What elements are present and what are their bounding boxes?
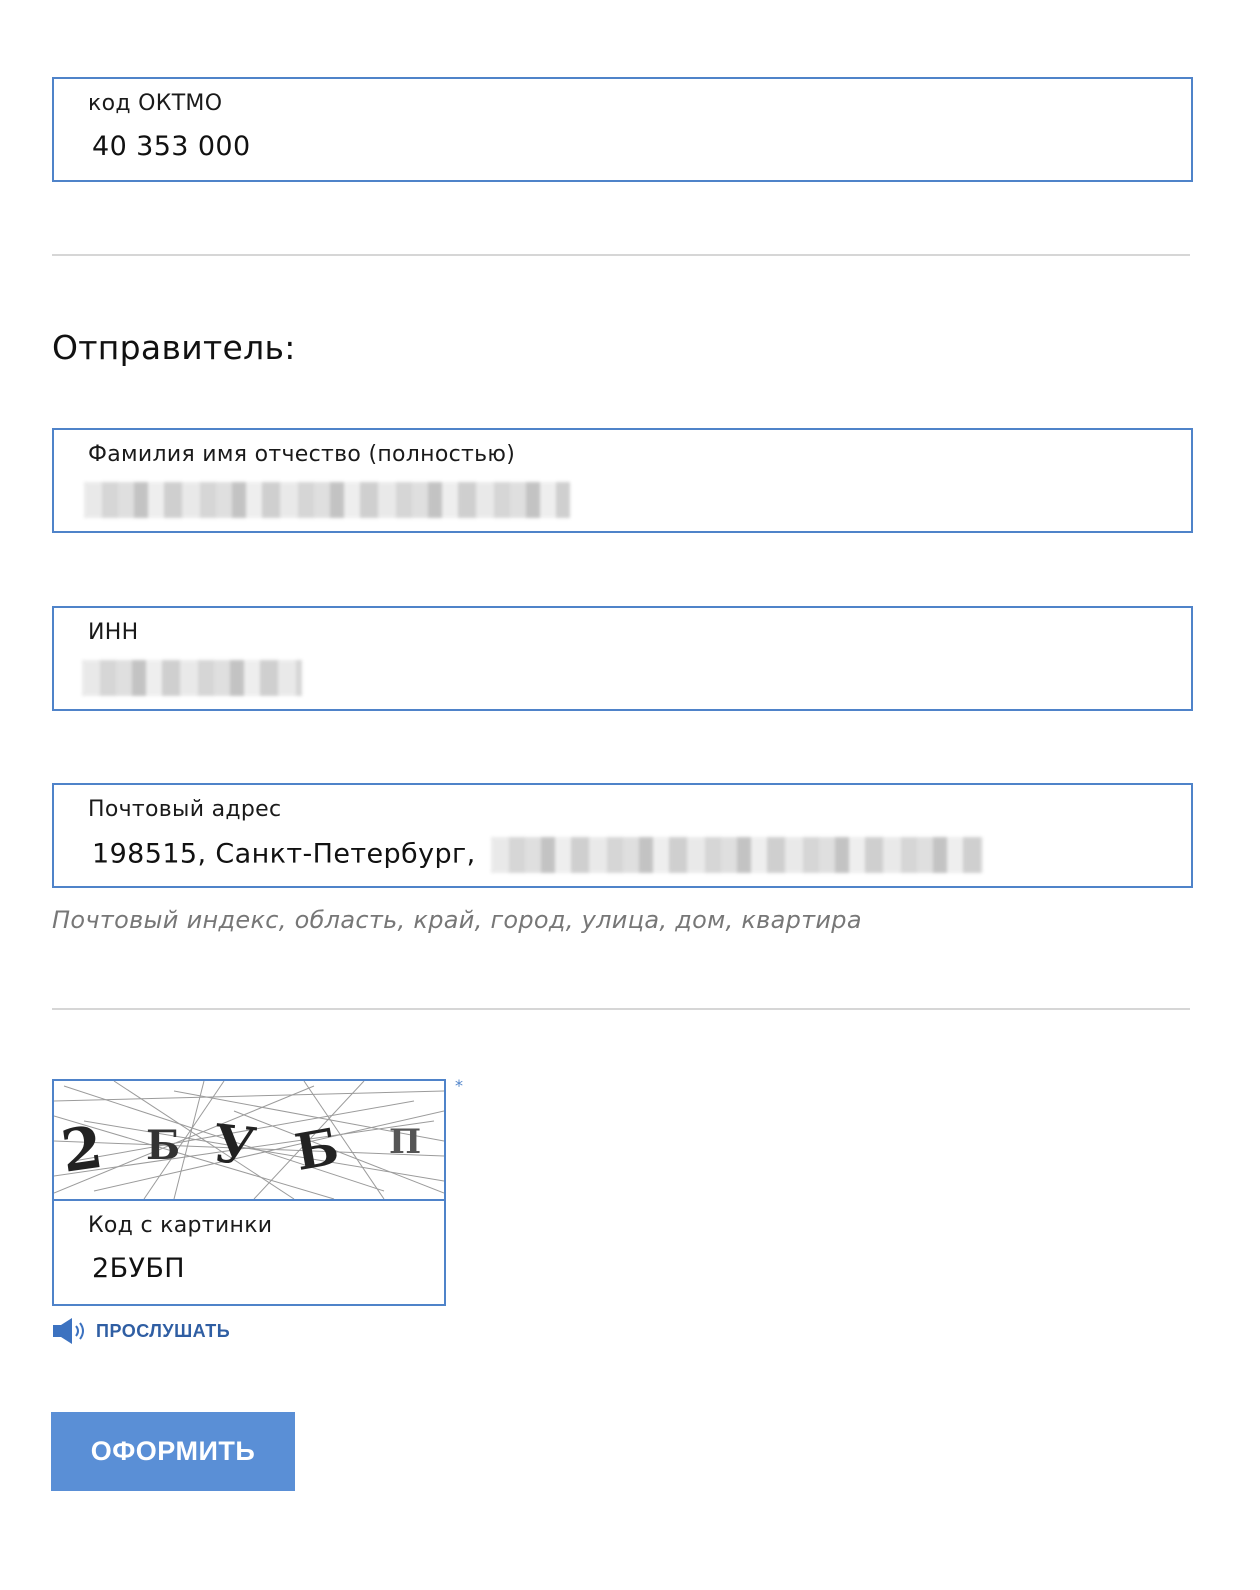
submit-button[interactable]: ОФОРМИТЬ [51, 1412, 295, 1491]
oktmo-value[interactable]: 40 353 000 [92, 131, 251, 162]
oktmo-field[interactable] [52, 77, 1193, 182]
address-hint: Почтовый индекс, область, край, город, улица, дом, квартира [52, 906, 862, 934]
sender-section-title: Отправитель: [52, 328, 296, 367]
inn-value[interactable] [82, 660, 302, 696]
captcha-image [54, 1081, 444, 1201]
captcha-char: Б [146, 1122, 181, 1169]
captcha-char: У [210, 1113, 259, 1179]
captcha-char: 2 [57, 1112, 107, 1186]
captcha-char: Б [290, 1116, 343, 1182]
captcha-block [52, 1079, 446, 1306]
speaker-icon [52, 1316, 90, 1346]
full-name-label: Фамилия имя отчество (полностью) [88, 442, 516, 467]
full-name-value[interactable] [84, 482, 570, 518]
address-label: Почтовый адрес [88, 797, 282, 822]
address-value[interactable] [92, 837, 983, 873]
address-value-text: 198515, Санкт-Петербург, [92, 838, 476, 870]
address-field[interactable] [52, 783, 1193, 888]
captcha-image-graphic [54, 1081, 444, 1199]
redacted-name [84, 482, 570, 518]
divider [52, 1008, 1190, 1010]
redacted-inn [82, 660, 302, 696]
oktmo-label: код ОКТМО [88, 91, 223, 116]
captcha-input[interactable]: 2БУБП [92, 1253, 185, 1284]
captcha-char: П [389, 1122, 422, 1162]
captcha-label: Код с картинки [88, 1213, 273, 1238]
listen-captcha-link[interactable] [52, 1316, 230, 1346]
divider [52, 254, 1190, 256]
redacted-address [491, 837, 983, 873]
required-marker: * [455, 1076, 463, 1095]
listen-label: ПРОСЛУШАТЬ [96, 1320, 231, 1341]
inn-field[interactable] [52, 606, 1193, 711]
full-name-field[interactable] [52, 428, 1193, 533]
inn-label: ИНН [88, 620, 139, 645]
